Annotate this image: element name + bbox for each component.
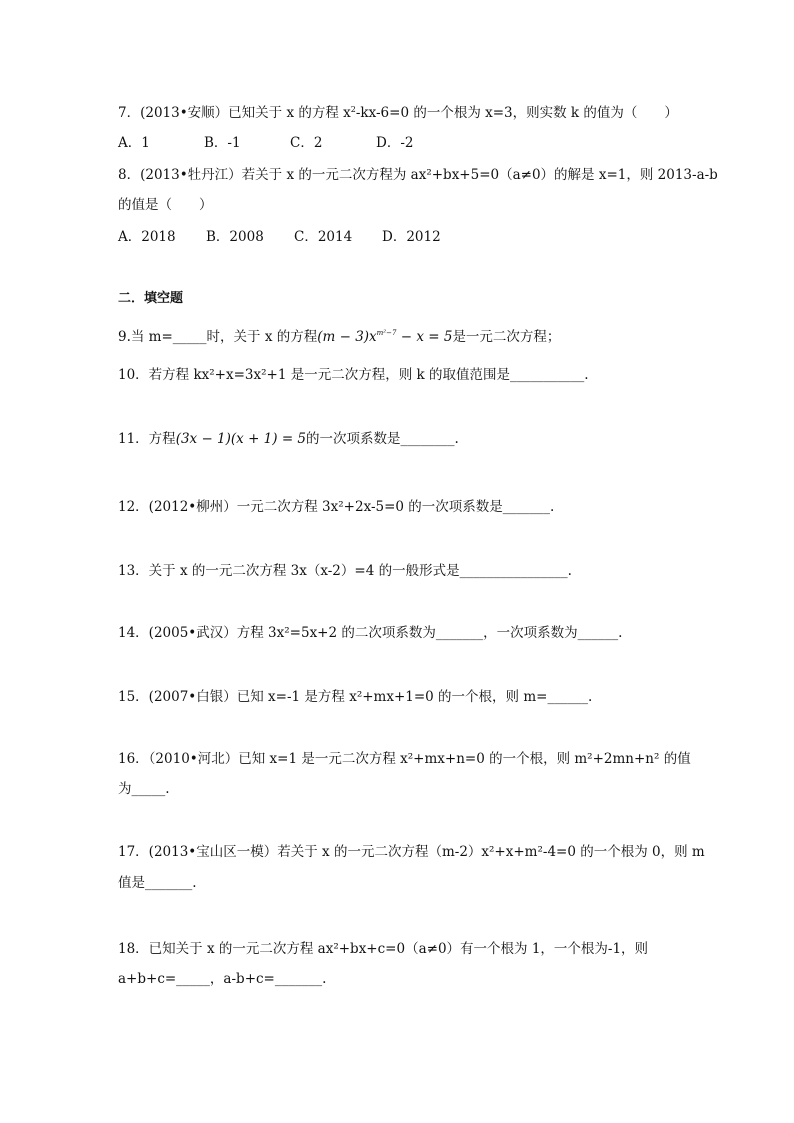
q8-option-c: C．2014 bbox=[294, 229, 353, 245]
q8-line-1: 8．(2013•牡丹江）若关于 x 的一元二次方程为 ax²+bx+5=0（a≠0）的解是 x=1，则 2013-a-b bbox=[118, 167, 718, 183]
q11-text-suffix: 的一次项系数是________. bbox=[306, 431, 459, 447]
q7-option-b: B．-1 bbox=[204, 135, 241, 151]
q7-option-d: D．-2 bbox=[376, 135, 414, 151]
q7-options bbox=[118, 134, 413, 152]
q9-text-suffix: 是一元二次方程； bbox=[452, 329, 561, 345]
q7-text-prefix: 7．(2013•安顺）已知关于 x 的方程 x bbox=[118, 105, 351, 121]
section-heading-fill-in: 二．填空题 bbox=[118, 291, 184, 306]
q18-line-2: a+b+c=_____，a-b+c=_______. bbox=[118, 971, 327, 987]
q7-superscript: 2 bbox=[350, 105, 356, 114]
question-13: 13．关于 x 的一元二次方程 3x（x-2）=4 的一般形式是________________. bbox=[118, 563, 572, 579]
q11-text-prefix: 11．方程 bbox=[118, 431, 176, 447]
q9-equation-base: (m − 3)x bbox=[317, 329, 377, 345]
q11-equation: (3x − 1)(x + 1) = 5 bbox=[175, 431, 307, 447]
question-12: 12．(2012•柳州）一元二次方程 3x²+2x-5=0 的一次项系数是_______. bbox=[118, 499, 555, 515]
q8-options bbox=[118, 228, 441, 246]
q18-line-1: 18．已知关于 x 的一元二次方程 ax²+bx+c=0（a≠0）有一个根为 1，一个根为-1，则 bbox=[118, 941, 649, 957]
q9-equation-rest: − x = 5 bbox=[396, 329, 453, 345]
q17-line-2: 值是_______. bbox=[118, 875, 197, 891]
q16-line-2: 为_____. bbox=[118, 781, 170, 797]
q7-text-suffix: -kx-6=0 的一个根为 x=3，则实数 k 的值为（ ） bbox=[355, 105, 678, 121]
question-10: 10．若方程 kx²+x=3x²+1 是一元二次方程，则 k 的取值范围是___________. bbox=[118, 367, 589, 383]
q16-line-1: 16．（2010•河北）已知 x=1 是一元二次方程 x²+mx+n=0 的一个根，则 m²+2mn+n² 的值 bbox=[118, 751, 691, 767]
q7-option-a: A．1 bbox=[118, 135, 150, 151]
question-14: 14．(2005•武汉）方程 3x²=5x+2 的二次项系数为_______，一次项系数为______. bbox=[118, 625, 623, 641]
q9-text-prefix: 9.当 m=_____时，关于 x 的方程 bbox=[118, 329, 318, 345]
question-11 bbox=[118, 430, 459, 448]
question-7 bbox=[118, 104, 678, 122]
q8-option-d: D．2012 bbox=[382, 229, 441, 245]
q9-equation bbox=[317, 329, 452, 345]
q8-line-2: 的值是（ ） bbox=[118, 197, 213, 213]
q7-option-c: C．2 bbox=[290, 135, 323, 151]
q8-option-b: B．2008 bbox=[206, 229, 264, 245]
question-15: 15．(2007•白银）已知 x=-1 是方程 x²+mx+1=0 的一个根，则 m=______. bbox=[118, 689, 593, 705]
q9-equation-exponent: m²−7 bbox=[376, 329, 397, 337]
q8-option-a: A．2018 bbox=[118, 229, 176, 245]
question-9 bbox=[118, 328, 560, 346]
q17-line-1: 17．(2013•宝山区一模）若关于 x 的一元二次方程（m-2）x²+x+m²-4=0 的一个根为 0，则 m bbox=[118, 844, 705, 860]
